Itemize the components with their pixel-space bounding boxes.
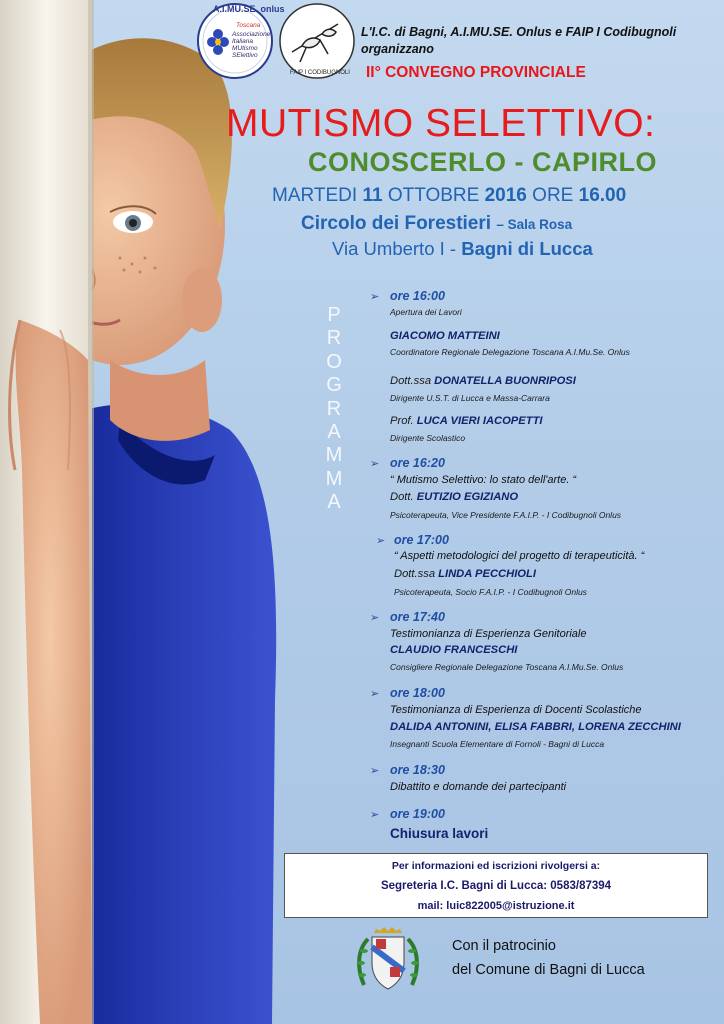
municipal-crest-icon: [356, 927, 420, 995]
faip-logo: [278, 2, 356, 80]
programma-letter: O: [326, 350, 342, 373]
speaker-role: Dirigente Scolastico: [390, 433, 466, 443]
arrow-bullet-icon: ➢: [370, 809, 380, 821]
programma-vertical-label: [322, 304, 346, 515]
info-mail[interactable]: mail: luic822005@istruzione.it: [417, 900, 575, 912]
arrow-bullet-icon: ➢: [370, 612, 380, 624]
aimuse-logo-line3: MUtismo: [232, 45, 258, 52]
speaker-name: LINDA PECCHIOLI: [438, 568, 536, 580]
address-street: Via Umberto I -: [332, 238, 457, 259]
schedule-time: ore 17:40: [390, 610, 445, 624]
organizers-text: [361, 24, 721, 58]
event-datetime: [272, 185, 626, 207]
aimuse-logo-line4: SElettivo: [232, 52, 258, 59]
programma-letter: A: [327, 421, 341, 444]
speaker-role: Consigliere Regionale Delegazione Toscana A.I.Mu.Se. Onlus: [390, 662, 624, 672]
event-ore-label: ORE: [532, 185, 574, 206]
schedule-time: ore 19:00: [390, 807, 445, 821]
speaker-role: Dirigente U.S.T. di Lucca e Massa-Carrara: [390, 393, 550, 403]
speaker-line: [390, 415, 543, 427]
schedule-desc: Apertura dei Lavori: [390, 307, 462, 317]
event-day: MARTEDI: [272, 185, 358, 206]
event-month: OTTOBRE: [387, 185, 480, 206]
speaker-name: CLAUDIO FRANCESCHI: [390, 644, 518, 656]
closing-text: Chiusura lavori: [390, 826, 489, 841]
programma-letter: R: [326, 327, 342, 350]
talk-title: “ Aspetti metodologici del progetto di terapeuticità. “: [394, 550, 645, 562]
event-venue: [301, 213, 572, 235]
arrow-bullet-icon: ➢: [370, 458, 380, 470]
schedule-time: ore 17:00: [394, 533, 449, 547]
speaker-prefix: Dott.ssa: [394, 568, 436, 580]
speaker-name: LUCA VIERI IACOPETTI: [416, 415, 543, 427]
programma-letter: G: [326, 374, 342, 397]
info-box: [284, 853, 708, 918]
speaker-role: Psicoterapeuta, Socio F.A.I.P. - I Codibugnoli Onlus: [394, 587, 587, 597]
speaker-name: GIACOMO MATTEINI: [390, 330, 500, 342]
child-illustration: [0, 0, 300, 1024]
aimuse-logo-line1: Associazione: [232, 31, 271, 38]
talk-title: “ Mutismo Selettivo: lo stato dell'arte. “: [390, 474, 577, 486]
speaker-name: DONATELLA BUONRIPOSI: [434, 375, 576, 387]
talk-title: Testimonianza di Esperienza di Docenti Scolastiche: [390, 704, 642, 716]
arrow-bullet-icon: ➢: [370, 765, 380, 777]
faip-logo-name: FAIP I CODIBUGNOLI: [290, 70, 350, 76]
convegno-title: II° CONVEGNO PROVINCIALE: [366, 64, 586, 81]
programma-letter: M: [325, 444, 343, 467]
venue-room: – Sala Rosa: [496, 217, 573, 232]
programma-letter: M: [325, 467, 343, 490]
speaker-role: Insegnanti Scuola Elementare di Fornoli - Bagni di Lucca: [390, 739, 605, 749]
speaker-prefix: Prof.: [390, 415, 414, 427]
event-year: 2016: [484, 185, 527, 206]
schedule-time: ore 16:00: [390, 289, 445, 303]
info-heading: Per informazioni ed iscrizioni rivolgersi a:: [391, 860, 601, 872]
main-title: MUTISMO SELETTIVO:: [226, 102, 656, 145]
event-time: 16.00: [578, 185, 627, 206]
programma-letter: A: [327, 491, 341, 514]
arrow-bullet-icon: ➢: [370, 291, 380, 303]
programma-letter: P: [327, 304, 341, 326]
programma-letter: R: [326, 397, 342, 420]
speaker-prefix: Dott.ssa: [390, 375, 432, 387]
info-phone: Segreteria I.C. Bagni di Lucca: 0583/87394: [380, 880, 612, 892]
speaker-prefix: Dott.: [390, 491, 414, 503]
address-town: Bagni di Lucca: [461, 238, 593, 259]
arrow-bullet-icon: ➢: [376, 535, 386, 547]
speaker-line: [394, 568, 536, 580]
venue-name: Circolo dei Forestieri: [301, 213, 492, 234]
patronage-line2: del Comune di Bagni di Lucca: [452, 962, 645, 978]
event-date: 11: [362, 185, 383, 206]
aimuse-logo-line2: Italiana: [232, 38, 253, 45]
talk-title: Testimonianza di Esperienza Genitoriale: [390, 628, 587, 640]
speaker-role: Coordinatore Regionale Delegazione Toscana A.I.Mu.Se. Onlus: [390, 347, 630, 357]
schedule-time: ore 18:30: [390, 763, 445, 777]
schedule-time: ore 18:00: [390, 686, 445, 700]
patronage-line1: Con il patrocinio: [452, 938, 556, 954]
event-address: [332, 238, 593, 260]
aimuse-logo-name: A.I.MU.SE. onlus: [213, 4, 285, 14]
subtitle: CONOSCERLO - CAPIRLO: [308, 147, 658, 177]
patronage-text: [452, 934, 645, 982]
schedule-time: ore 16:20: [390, 456, 445, 470]
organizers-line2: organizzano: [361, 42, 434, 56]
aimuse-logo-region: Toscana: [236, 22, 261, 29]
speaker-name: EUTIZIO EGIZIANO: [416, 491, 519, 503]
speaker-line: [390, 375, 576, 387]
organizers-line1: L'I.C. di Bagni, A.I.MU.SE. Onlus e FAIP I Codibugnoli: [361, 25, 677, 39]
speaker-line: [390, 491, 518, 503]
speaker-role: Psicoterapeuta, Vice Presidente F.A.I.P. - I Codibugnoli Onlus: [390, 510, 622, 520]
arrow-bullet-icon: ➢: [370, 688, 380, 700]
speaker-name: DALIDA ANTONINI, ELISA FABBRI, LORENA ZECCHINI: [390, 721, 681, 733]
talk-title: Dibattito e domande dei partecipanti: [390, 781, 567, 793]
